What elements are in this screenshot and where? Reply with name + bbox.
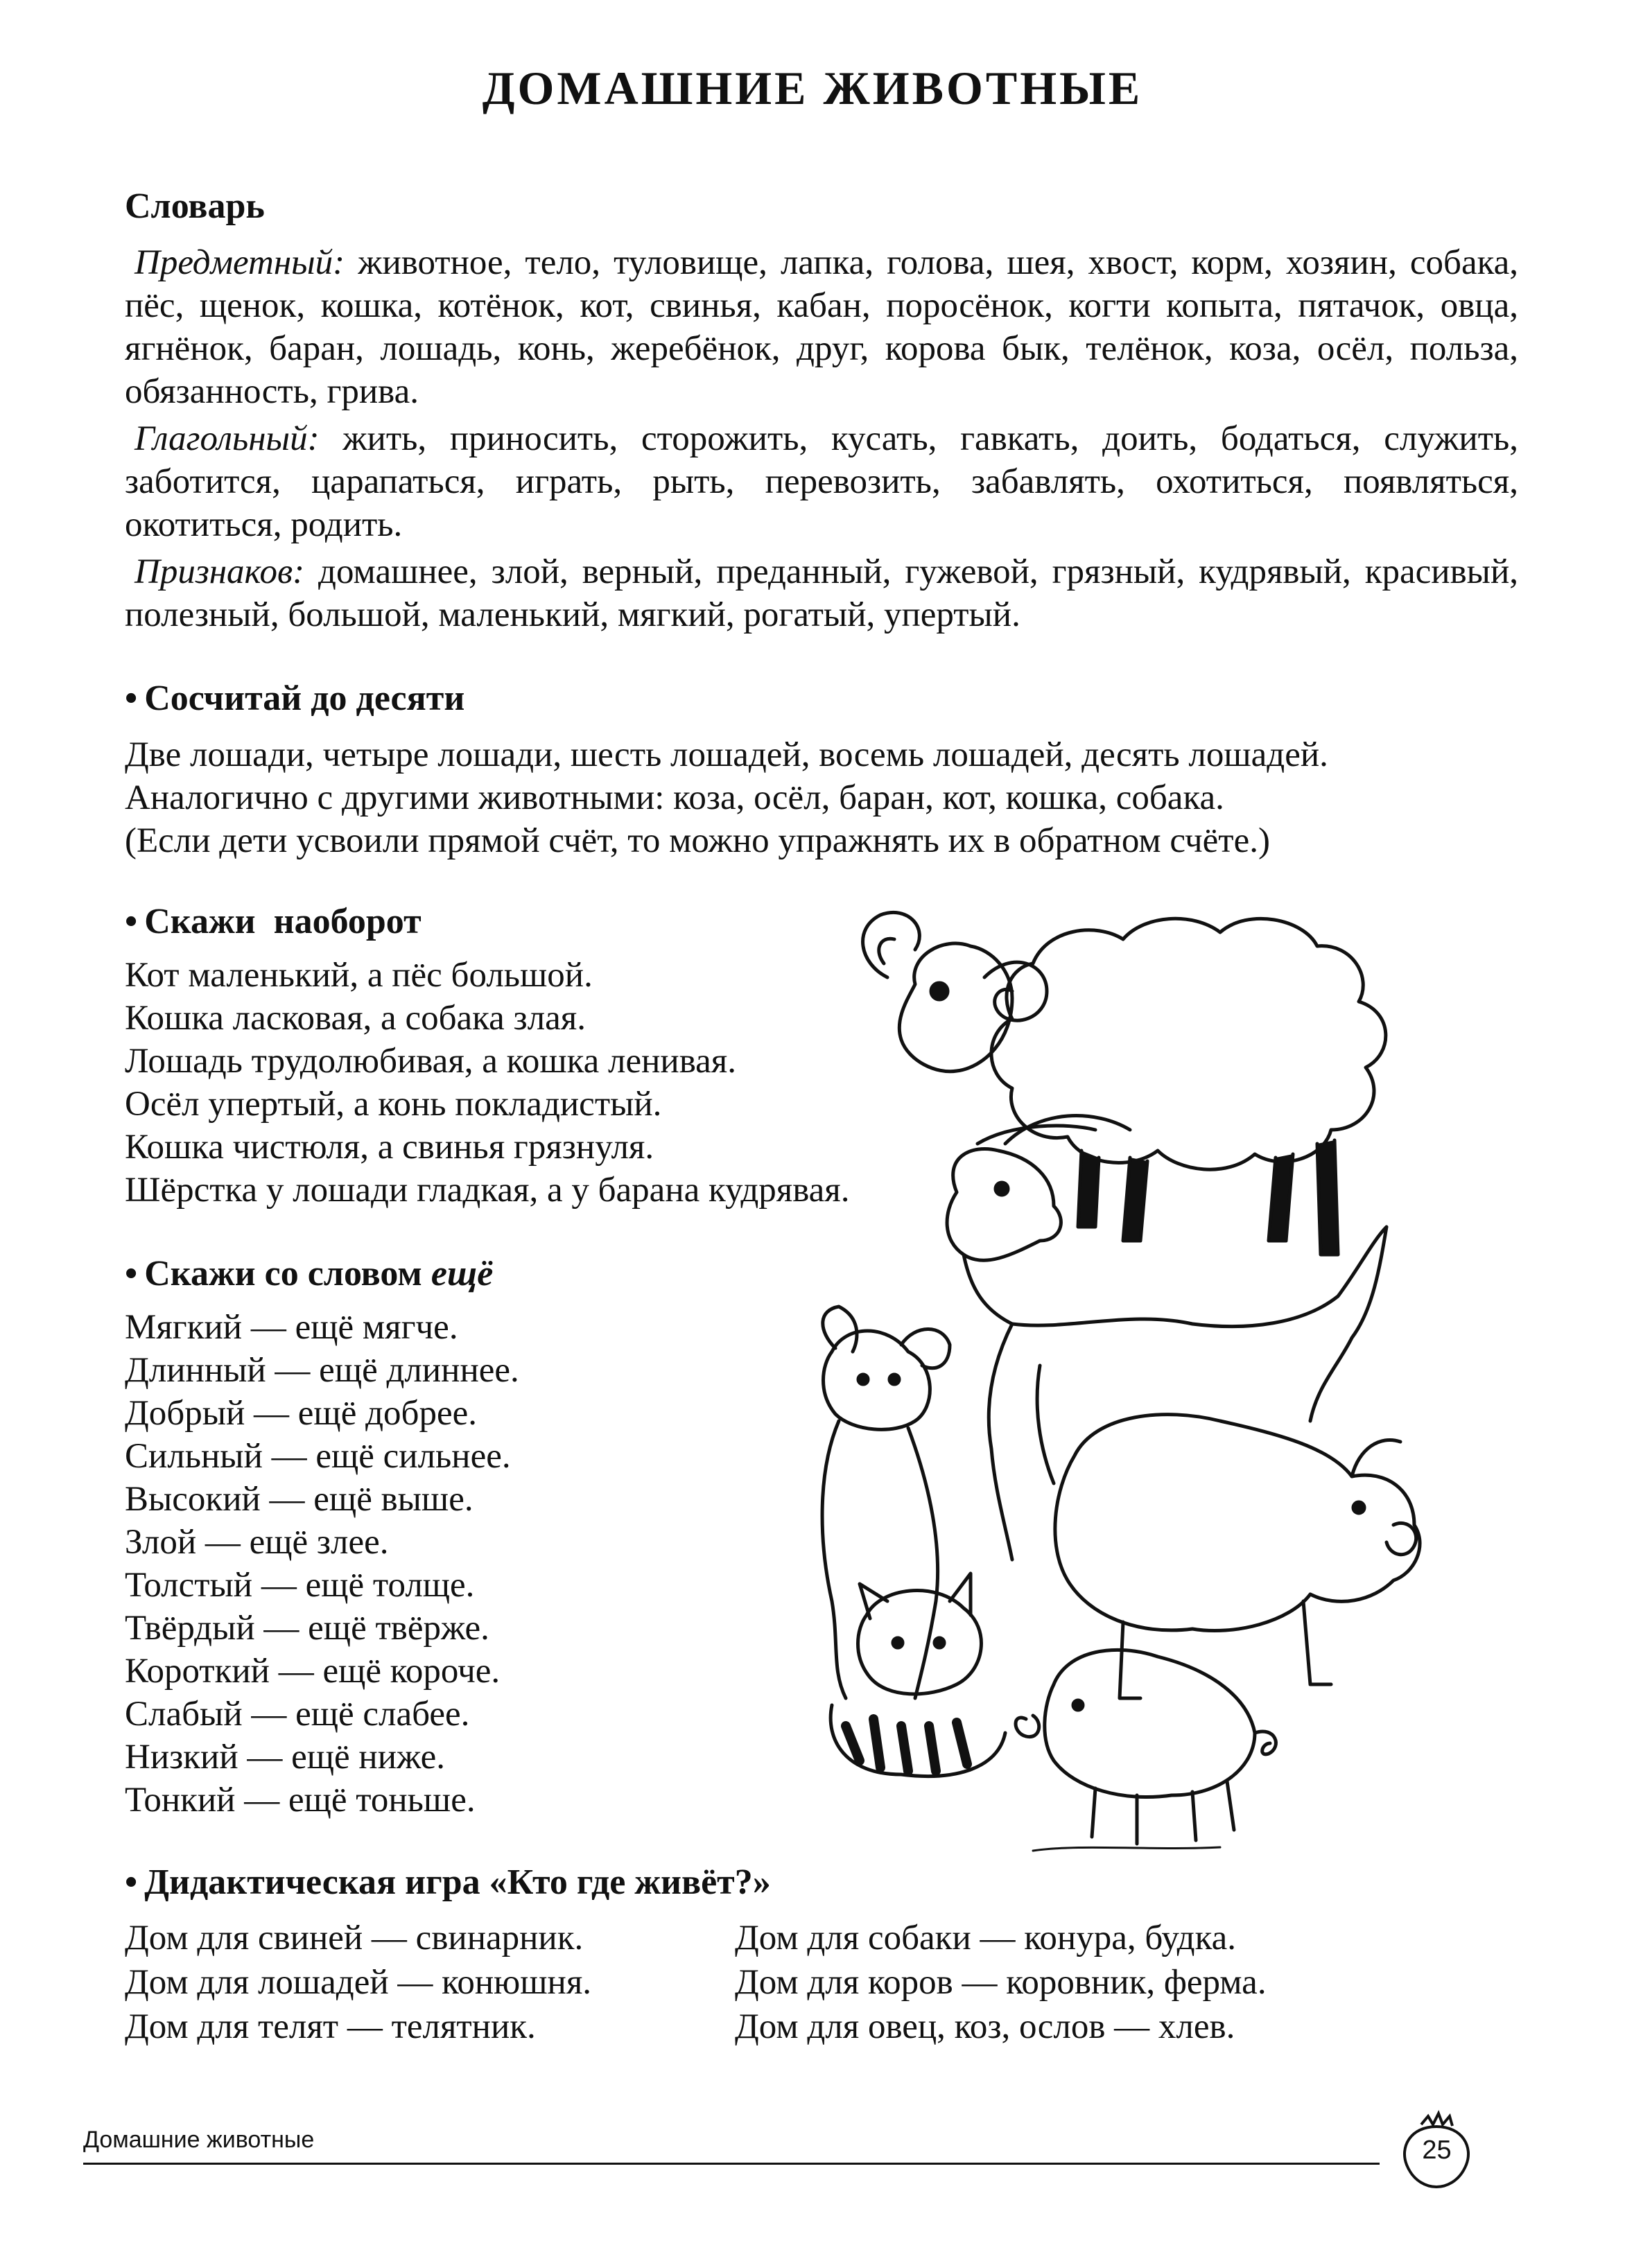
game-left-column (125, 1916, 591, 2049)
vocab-verbs (125, 417, 1518, 546)
farm-animals-illustration (804, 880, 1539, 1872)
more-heading-text: Скажи со словом (144, 1254, 431, 1293)
list-item: Дом для коров — коровник, ферма. (735, 1963, 1267, 2002)
counting-heading-text: Сосчитай до десяти (144, 679, 465, 718)
list-item: Тонкий — ещё тоньше. (125, 1781, 476, 1820)
list-item: Дом для телят — телятник. (125, 2007, 536, 2046)
footer-divider (83, 2163, 1380, 2165)
list-item: Осёл упертый, а конь покладистый. (125, 1085, 662, 1124)
game-heading (125, 1862, 771, 1903)
game-right-column (735, 1916, 1267, 2049)
vocab-heading: Словарь (125, 186, 265, 226)
vocab-adjectives (125, 550, 1518, 636)
pig-icon (1055, 1415, 1420, 1698)
list-item: Дом для свиней — свинарник. (125, 1919, 584, 1957)
adj-label: Признаков: (134, 552, 305, 591)
list-item: Кошка ласковая, а собака злая. (125, 999, 586, 1038)
dog-icon (822, 1307, 950, 1698)
verb-text: жить, приносить, сторожить, кусать, гавкать, доить, бодаться, служить, заботится, царапаться, играть, рыть, перевозить, забавлять, охотиться, появляться, окотиться, родить. (125, 419, 1518, 544)
opposite-heading-text: Скажи наоборот (144, 902, 422, 941)
list-item: Слабый — ещё слабее. (125, 1695, 470, 1734)
noun-label: Предметный: (134, 243, 345, 282)
list-item: (Если дети усвоили прямой счёт, то можно упражнять их в обратном счёте.) (125, 821, 1270, 860)
page-number-text: 25 (1422, 2136, 1452, 2165)
list-item: Добрый — ещё добрее. (125, 1394, 478, 1433)
bullet-icon: • (125, 1863, 138, 1902)
page-title: ДОМАШНИЕ ЖИВОТНЫЕ (482, 62, 1143, 114)
list-item: Дом для собаки — конура, будка. (735, 1919, 1236, 1957)
more-heading (125, 1253, 493, 1294)
vocab-block (125, 241, 1518, 636)
page-number (1397, 2109, 1477, 2189)
bullet-icon: • (125, 679, 138, 718)
bullet-icon: • (125, 902, 138, 941)
list-item: Твёрдый — ещё твёрже. (125, 1609, 489, 1648)
list-item: Сильный — ещё сильнее. (125, 1437, 511, 1476)
more-lines (125, 1306, 519, 1822)
list-item: Дом для лошадей — конюшня. (125, 1963, 592, 2002)
list-item: Низкий — ещё ниже. (125, 1738, 445, 1777)
list-item: Аналогично с другими животными: коза, осёл, баран, кот, кошка, собака. (125, 778, 1224, 817)
noun-text: животное, тело, туловище, лапка, голова, шея, хвост, корм, хозяин, собака, пёс, щенок, кошка, котёнок, кот, свинья, кабан, поросёнок, когти копыта, пятачок, овца, ягнёнок, баран, лошадь, конь, жеребёнок, друг, корова бык, телёнок, коза, осёл, польза, обязанность, грива. (125, 243, 1518, 411)
more-heading-word: ещё (431, 1254, 494, 1293)
list-item: Толстый — ещё толще. (125, 1566, 475, 1605)
counting-heading (125, 678, 464, 719)
list-item: Дом для овец, коз, ослов — хлев. (735, 2007, 1235, 2046)
list-item: Длинный — ещё длиннее. (125, 1351, 519, 1390)
list-item: Две лошади, четыре лошади, шесть лошадей, восемь лошадей, десять лошадей. (125, 735, 1328, 774)
cat-icon (831, 1573, 1005, 1777)
list-item: Шёрстка у лошади гладкая, а у барана кудрявая. (125, 1171, 850, 1210)
opposite-lines (125, 954, 850, 1212)
list-item: Кот маленький, а пёс большой. (125, 956, 593, 995)
game-heading-text: Дидактическая игра «Кто где живёт?» (144, 1863, 771, 1902)
verb-label: Глагольный: (134, 419, 320, 458)
list-item: Кошка чистюля, а свинья грязнуля. (125, 1128, 654, 1167)
sheep-icon (863, 912, 1386, 1255)
list-item: Мягкий — ещё мягче. (125, 1308, 458, 1347)
list-item: Высокий — ещё выше. (125, 1480, 473, 1519)
list-item: Короткий — ещё короче. (125, 1652, 501, 1691)
adj-text: домашнее, злой, верный, преданный, гужевой, грязный, кудрявый, красивый, полезный, большой, маленький, мягкий, рогатый, упертый. (125, 552, 1518, 634)
piglet-icon (1016, 1650, 1276, 1851)
counting-lines (125, 733, 1328, 862)
opposite-heading (125, 901, 422, 942)
list-item: Злой — ещё злее. (125, 1523, 389, 1562)
bullet-icon: • (125, 1254, 138, 1293)
list-item: Лошадь трудолюбивая, а кошка ленивая. (125, 1042, 736, 1081)
vocab-nouns (125, 241, 1518, 413)
footer-section-label: Домашние животные (83, 2127, 315, 2153)
